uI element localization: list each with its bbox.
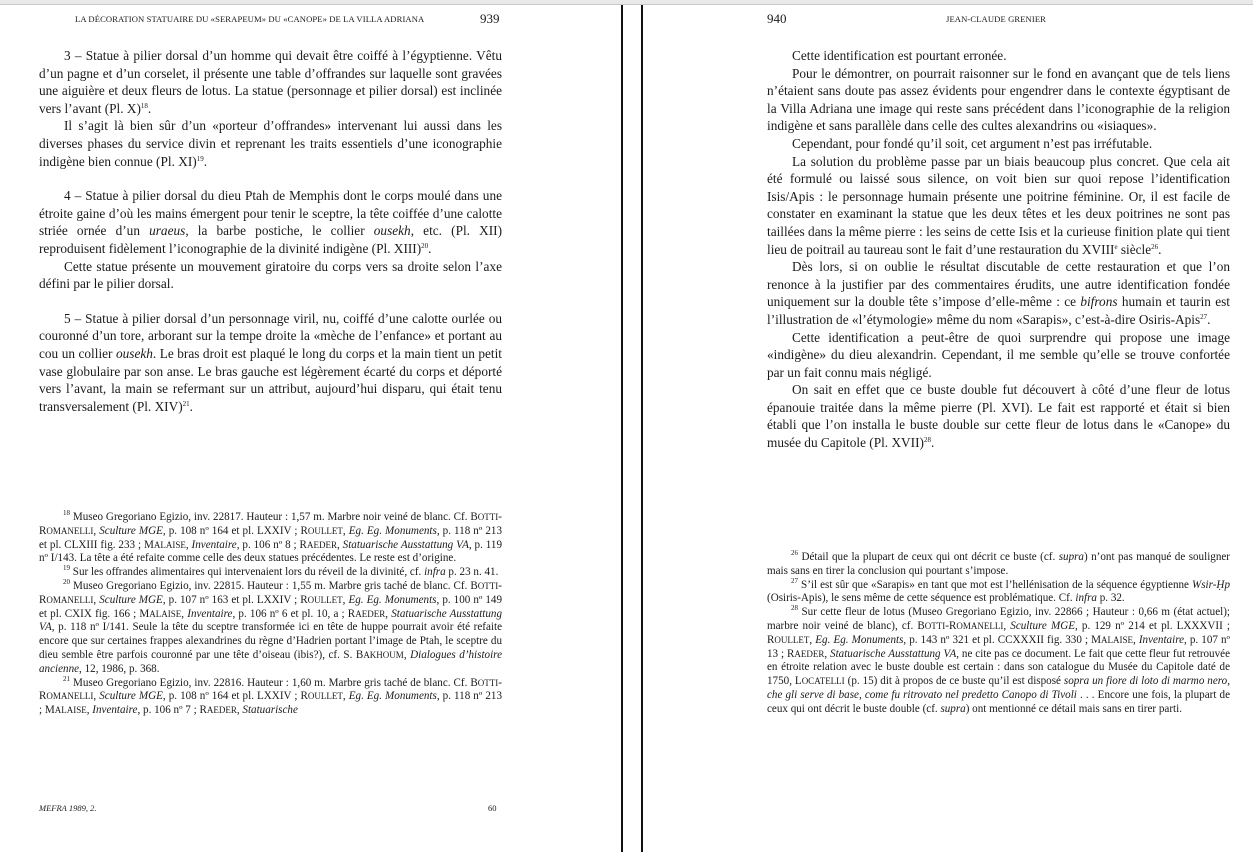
footer-folio: 60 bbox=[488, 803, 497, 813]
paragraph: Cependant, pour fondé qu’il soit, cet argument n’est pas irréfutable. bbox=[792, 135, 1153, 151]
paragraph: Dès lors, si on oublie le résultat discutable de cette restauration et que l’on renonce à la justifier par des commentaires érudits, une autre identification fondée uniquement sur la double tête s’impose d’elle-même : ce bifrons humain et taurin est l’illustration de «l’étymologie» même du nom «Sarapis», c’est-à-dire Osiris-Apis$^{27}$. bbox=[767, 259, 1230, 327]
paragraph: Pour le démontrer, on pourrait raisonner sur le fond en avançant que de tels liens n’étaient sans doute pas assez évidents pour engendrer dans le contexte égyptisant de la Villa Adriana une image qui reste sans précédent dans l’iconographie de la religion indigène et sans parallèle dans celle des cultes alexandrins ou «isiaques». bbox=[767, 65, 1230, 134]
footnote: $^{21}$ Museo Gregoriano Egizio, inv. 22816. Hauteur : 1,60 m. Marbre gris taché de blanc. Cf. BOTTI-ROMANELLI, Sculture MGE, p. 108 nº 164 et pl. LXXIV ; ROULLET, Eg. Eg. Monuments, p. 118 nº 213 ; MALAISE, Inventaire, p. 106 nº 7 ; RAEDER, Statuarische bbox=[39, 674, 502, 717]
footnote: $^{26}$ Détail que la plupart de ceux qui ont décrit ce buste (cf. supra) n’ont pas manqué de souligner mais sans en tirer la conclusion qui pourtant s’impose. bbox=[767, 549, 1230, 577]
right-running-head: JEAN-CLAUDE GRENIER bbox=[946, 14, 1047, 24]
left-body-text bbox=[39, 47, 502, 415]
left-footnotes bbox=[39, 511, 502, 718]
footnote: $^{18}$ Museo Gregoriano Egizio, inv. 22817. Hauteur : 1,57 m. Marbre noir veiné de blanc. Cf. BOTTI-ROMANELLI, Sculture MGE, p. 108 nº 164 et pl. LXXIV ; ROULLET, Eg. Eg. Monuments, p. 118 nº 213 et pl. CLXIII fig. 233 ; MALAISE, Inventaire, p. 106 nº 8 ; RAEDER, Statuarische Ausstattung VA, p. 119 nº I/143. La tête a été refaite comme celle des deux statues précédentes. Le reste est d’origine. bbox=[39, 509, 503, 565]
right-footnotes bbox=[767, 551, 1230, 717]
gutter-divider-left bbox=[621, 5, 623, 852]
paragraph: Cette identification a peut-être de quoi surprendre qui propose une image «indigène» du dieu alexandrin. Cependant, il me semble qu’elle se trouve confortée par un fait connu mais négligé. bbox=[767, 329, 1230, 380]
left-page bbox=[0, 5, 621, 852]
footnote: $^{28}$ Sur cette fleur de lotus (Museo Gregoriano Egizio, inv. 22866 ; Hauteur : 0,66 m (état actuel); marbre noir veiné de blanc), cf. BOTTI-ROMANELLI, Sculture MGE, p. 129 nº 214 et pl. LXXXVII ; ROULLET, Eg. Eg. Monuments, p. 143 nº 321 et pl. CCXXXII fig. 330 ; MALAISE, Inventaire, p. 107 nº 13 ; RAEDER, Statuarische Ausstattung VA, ne cite pas ce document. Le fait que cette fleur fut retrouvée en étroite relation avec le buste double est certain : dans son catalogue du Musée du Capitole daté de 1750, LOCATELLI (p. 15) dit à propos de ce buste qu’il est disposé sopra un fiore di loto di marmo nero, che gli serve di base, come fu ritrovato nel predetto Canopo di Tivoli . . . Encore une fois, la plupart de ceux qui ont décrit le buste double (cf. supra) ont mentionné ce détail mais sans en tirer parti. bbox=[767, 604, 1231, 715]
right-body-text bbox=[767, 47, 1230, 452]
footer-journal: MEFRA 1989, 2. bbox=[39, 803, 97, 813]
paragraph: Il s’agit là bien sûr d’un «porteur d’offrandes» intervenant lui aussi dans les diverses phases du service divin et reprenant les traits essentiels d’une iconographie indigène bien connue (Pl. XI)$^{19}$. bbox=[39, 118, 502, 169]
right-page-number: 940 bbox=[767, 11, 787, 26]
paragraph: 3 – Statue à pilier dorsal d’un homme qui devait être coiffé à l’égyptienne. Vêtu d’un pagne et d’un corselet, il présente une table d’offrandes sur laquelle sont gravées une aiguière et deux fleurs de lotus. La statue (personnage et pilier dorsal) est inclinée vers l’avant (Pl. X)$^{18}$. bbox=[39, 48, 502, 116]
paragraph: 5 – Statue à pilier dorsal d’un personnage viril, nu, coiffé d’une calotte ourlée ou couronné d’un tore, arborant sur la tempe droite la «mèche de l’enfance» et portant au cou un collier ousekh. Le bras droit est plaqué le long du corps et la main tient un petit vase globulaire par son anse. Le bras gauche est légèrement écarté du corps et déporté vers l’avant, la main se refermant sur un attribut, aujourd’hui disparu, qui était tenu transversalement (Pl. XIV)$^{21}$. bbox=[39, 310, 502, 414]
left-running-head: LA DÉCORATION STATUAIRE DU «SERAPEUM» DU «CANOPE» DE LA VILLA ADRIANA bbox=[75, 14, 425, 24]
footnote: $^{20}$ Museo Gregoriano Egizio, inv. 22815. Hauteur : 1,55 m. Marbre gris taché de blanc. Cf. BOTTI-ROMANELLI, Sculture MGE, p. 107 nº 163 et pl. LXXIV ; ROULLET, Eg. Eg. Monuments, p. 100 nº 149 et pl. CXIX fig. 166 ; MALAISE, Inventaire, p. 106 nº 6 et pl. 10, a ; RAEDER, Statuarische Ausstattung VA, p. 118 nº I/141. Seule la tête du sceptre transformée ici en tête de huppe pourrait avoir été refaite encore que sur certaines frappes alexandrines du règne d’Hadrien portant l’image de Ptah, le sceptre du dieu semble être parfois couronné par une tête d’oiseau (ibis?), cf. S. BAKHOUM, Dialogues d’histoire ancienne, 12, 1986, p. 368. bbox=[39, 577, 503, 675]
left-page-number: 939 bbox=[480, 11, 500, 26]
footnote: $^{27}$ S’il est sûr que «Sarapis» en tant que mot est l’hellénisation de la séquence égyptienne Wsir-Ḥp (Osiris-Apis), le sens même de cette séquence est problématique. Cf. infra p. 32. bbox=[767, 576, 1230, 605]
paragraph: Cette identification est pourtant erronée. bbox=[792, 48, 1007, 63]
paragraph: Cette statue présente un mouvement giratoire du corps vers sa droite selon l’axe défini par le pilier dorsal. bbox=[39, 258, 502, 292]
right-page bbox=[643, 5, 1253, 852]
footnote: $^{19}$ Sur les offrandes alimentaires qui intervenaient lors du réveil de la divinité, cf. infra p. 23 n. 41. bbox=[63, 564, 499, 579]
paragraph: On sait en effet que ce buste double fut découvert à côté d’une fleur de lotus épanouie traitée dans la même pierre (Pl. XVI). Le fait est rapporté et était si bien établi que l’on installa le buste double sur cette fleur de lotus dans le «Canope» du musée du Capitole (Pl. XVII)$^{28}$. bbox=[767, 382, 1230, 451]
paragraph: La solution du problème passe par un biais beaucoup plus concret. Que cela ait été formulé ou laissé sous silence, on voit bien sur quoi repose l’identification Isis/Apis : le personnage humain présente une poitrine féminine. Or, il est facile de constater en examinant la statue que les deux têtes et les deux poitrines ne sont pas taillées dans la même pierre : les seins de cette Isis et la curieuse finition plate qui tient lieu de poitrail au taureau sont le fait d’une restauration du XVIIIe siècle$^{26}$. bbox=[767, 153, 1230, 257]
paragraph: 4 – Statue à pilier dorsal du dieu Ptah de Memphis dont le corps moulé dans une étroite gaine d’où les mains émergent pour tenir le sceptre, la tête coiffée d’une calotte striée ornée d’un uraeus, la barbe postiche, le collier ousekh, etc. (Pl. XII) reproduisent fidèlement l’iconographie de la divinité indigène (Pl. XIII)$^{20}$. bbox=[39, 188, 502, 256]
